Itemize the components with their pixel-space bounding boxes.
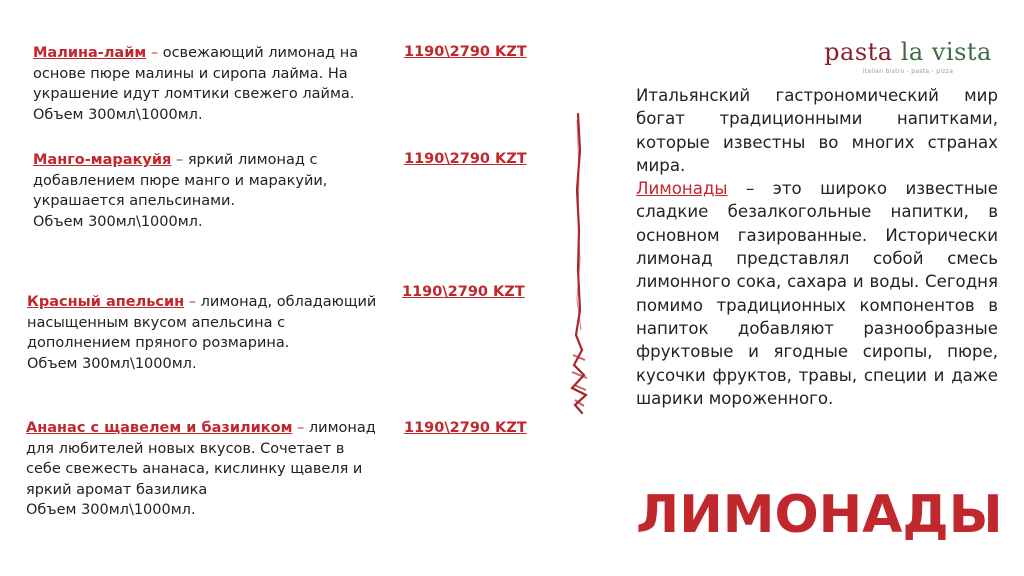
menu-item-mango-marakuya bbox=[33, 150, 373, 232]
item-price: 1190\2790 KZT bbox=[404, 420, 527, 436]
item-desc-line: украшается апельсинами. bbox=[33, 193, 236, 209]
item-desc-line: украшение идут ломтики свежего лайма. bbox=[33, 86, 355, 102]
logo-word-la-vista: la vista bbox=[900, 38, 992, 66]
item-dash: – bbox=[171, 152, 188, 168]
logo-tagline: italian bistro - pasta - pizza bbox=[862, 68, 954, 75]
item-desc-line: для любителей новых вкусов. Сочетает в bbox=[26, 440, 345, 457]
item-desc-line: лимонад, обладающий bbox=[200, 294, 377, 310]
intro-text bbox=[636, 84, 998, 410]
item-name: Красный апельсин bbox=[27, 294, 185, 310]
item-volume: Объем 300мл\1000мл. bbox=[33, 106, 203, 123]
brand-logo bbox=[818, 38, 998, 75]
item-dash: – bbox=[184, 294, 201, 310]
item-desc-line: яркий лимонад с bbox=[187, 152, 318, 168]
menu-item-krasny-apelsin bbox=[27, 292, 387, 374]
menu-item-malina-laim bbox=[33, 43, 373, 125]
item-desc-line: освежающий лимонад на bbox=[162, 45, 359, 61]
item-name: Манго-маракуйя bbox=[33, 152, 172, 168]
item-desc-line: лимонад bbox=[308, 420, 376, 436]
item-volume: Объем 300мл\1000мл. bbox=[27, 355, 197, 372]
logo-wordmark bbox=[818, 38, 998, 66]
decorative-divider bbox=[560, 110, 600, 420]
logo-word-pasta: pasta bbox=[824, 38, 893, 66]
item-desc-line: дополнением пряного розмарина. bbox=[27, 335, 290, 351]
intro-paragraph-2: – это широко известные сладкие безалкогольные напитки, в основном газированные. Исторически лимонад представлял собой смесь лимонного сока, сахара и воды. Сегодня помимо традиционных компонентов в напиток добавляют разнообразные фруктовые и ягодные сиропы, пюре, кусочки фруктов, травы, специи и даже шарики мороженного. bbox=[636, 179, 998, 408]
item-volume: Объем 300мл\1000мл. bbox=[33, 213, 203, 230]
item-desc-line: насыщенным вкусом апельсина с bbox=[27, 314, 286, 331]
item-desc-line: яркий аромат базилика bbox=[26, 481, 208, 498]
menu-item-ananas bbox=[26, 418, 386, 521]
intro-keyword: Лимонады bbox=[636, 179, 728, 199]
item-dash: – bbox=[292, 420, 309, 436]
item-price: 1190\2790 KZT bbox=[404, 151, 527, 167]
item-desc-line: себе свежесть ананаса, кислинку щавеля и bbox=[26, 461, 363, 477]
item-price: 1190\2790 KZT bbox=[404, 44, 527, 60]
page-title: ЛИМОНАДЫ bbox=[636, 485, 1003, 545]
item-desc-line: добавлением пюре манго и маракуйи, bbox=[33, 172, 328, 189]
item-dash: – bbox=[146, 45, 163, 61]
item-desc-line: основе пюре малины и сиропа лайма. На bbox=[33, 65, 348, 82]
intro-paragraph-1: Итальянский гастрономический мир богат традиционными напитками, которые известны во многих странах мира. bbox=[636, 86, 998, 175]
item-name: Ананас с щавелем и базиликом bbox=[26, 420, 293, 436]
item-volume: Объем 300мл\1000мл. bbox=[26, 502, 196, 518]
item-name: Малина-лайм bbox=[33, 45, 147, 61]
item-price: 1190\2790 KZT bbox=[402, 284, 525, 300]
